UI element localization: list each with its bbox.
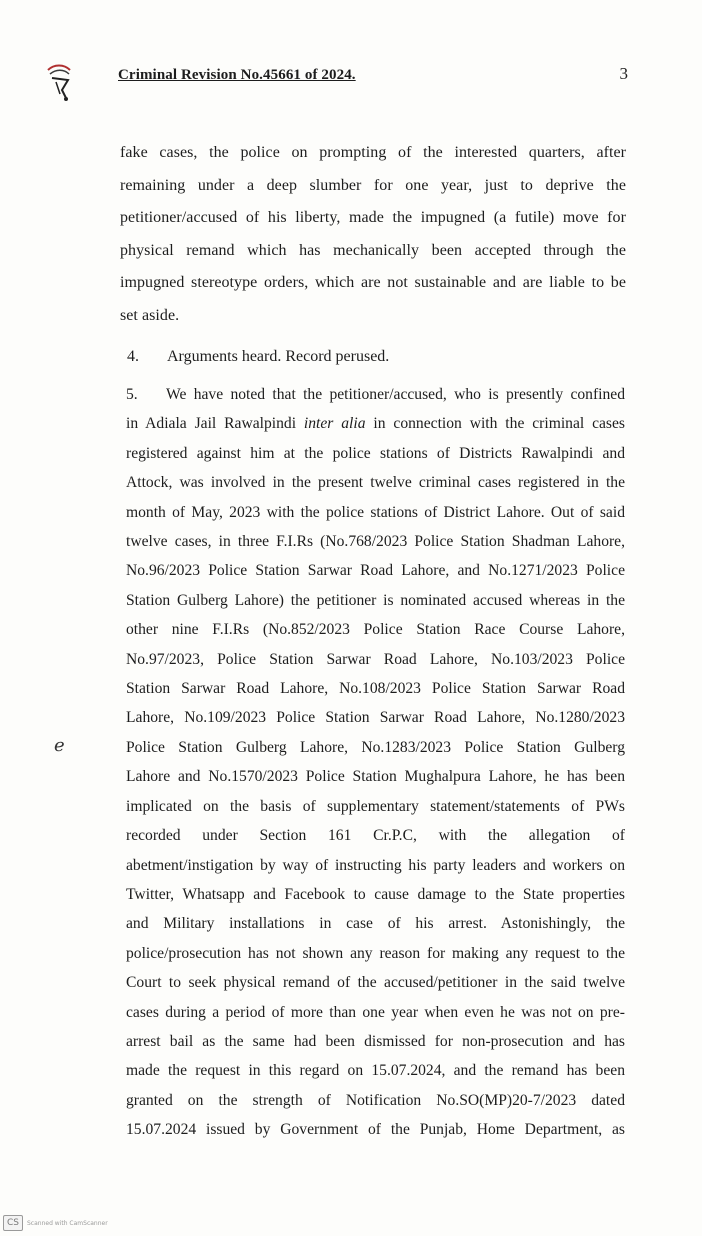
paragraph-line: police/prosecution has not shown any reason for making any request to the [126,944,625,962]
handwritten-margin-mark: e [54,735,65,756]
paragraph-line: Station Gulberg Lahore) the petitioner is nominated accused whereas in the [126,591,625,609]
paragraph-line: Station Sarwar Road Lahore, No.108/2023 Police Station Sarwar Road [126,680,625,698]
paragraph-5 [126,380,625,1145]
paragraph-line: physical remand which has mechanically been accepted through the [120,241,626,259]
paragraph-line: made the request in this regard on 15.07.2024, and the remand has been [126,1062,625,1080]
paragraph-line: fake cases, the police on prompting of the interested quarters, after [120,144,626,161]
paragraph-line: arrest bail as the same had been dismissed for non-prosecution and has [126,1032,625,1050]
paragraph-line: petitioner/accused of his liberty, made the impugned (a futile) move for [120,209,626,226]
paragraph-line: recorded under Section 161 Cr.P.C, with the allegation of [126,827,625,845]
paragraph-line: Police Station Gulberg Lahore, No.1283/2023 Police Station Gulberg [126,738,625,756]
scanner-text: Scanned with CamScanner [27,1219,108,1227]
paragraph-line: Court to seek physical remand of the accused/petitioner in the said twelve [126,974,625,992]
paragraph-line: cases during a period of more than one year when even he was not on pre- [126,1003,625,1021]
paragraph-line: twelve cases, in three F.I.Rs (No.768/2023 Police Station Shadman Lahore, [126,533,625,551]
paragraph-text: Arguments heard. Record perused. [167,348,390,365]
scanner-watermark [3,1215,108,1231]
paragraph-line: month of May, 2023 with the police stations of District Lahore. Out of said [126,503,625,521]
paragraph-line: Lahore and No.1570/2023 Police Station Mughalpura Lahore, he has been [126,768,625,786]
paragraph-line: Attock, was involved in the present twelve criminal cases registered in the [126,474,625,492]
paragraph-line: in Adiala Jail Rawalpindi inter alia in connection with the criminal cases [126,415,625,433]
paragraph-line: set aside. [120,306,180,324]
court-emblem-icon [42,60,78,106]
paragraph-line: impugned stereotype orders, which are not sustainable and are liable to be [120,274,626,291]
paragraph-number: 5. [126,386,138,403]
paragraph-line: registered against him at the police stations of Districts Rawalpindi and [126,444,625,462]
paragraph-line: 5. We have noted that the petitioner/accused, who is presently confined [126,380,625,409]
case-title: Criminal Revision No.45661 of 2024. [118,67,356,83]
paragraph-line: Twitter, Whatsapp and Facebook to cause damage to the State properties [126,885,625,903]
paragraph-4 [127,341,627,374]
paragraph-line: abetment/instigation by way of instructing his party leaders and workers on [126,856,625,874]
latin-phrase: inter alia [303,415,366,433]
paragraph-line: Lahore, No.109/2023 Police Station Sarwar Road Lahore, No.1280/2023 [126,709,625,727]
paragraph-line: 15.07.2024 issued by Government of the Punjab, Home Department, as [126,1121,625,1139]
paragraph-continued [120,137,626,332]
paragraph-line: No.97/2023, Police Station Sarwar Road Lahore, No.103/2023 Police [126,650,625,668]
paragraph-line: implicated on the basis of supplementary statement/statements of PWs [126,797,625,815]
paragraph-line: No.96/2023 Police Station Sarwar Road Lahore, and No.1271/2023 Police [126,562,625,580]
page-header [118,64,628,84]
paragraph-line: granted on the strength of Notification No.SO(MP)20-7/2023 dated [126,1091,625,1109]
paragraph-line: and Military installations in case of his arrest. Astonishingly, the [126,915,625,933]
paragraph-number: 4. [127,348,139,365]
paragraph-line: remaining under a deep slumber for one year, just to deprive the [120,176,626,194]
paragraph-line: other nine F.I.Rs (No.852/2023 Police Station Race Course Lahore, [126,621,625,639]
page-number: 3 [619,64,628,83]
camscanner-logo-icon: CS [3,1215,23,1231]
